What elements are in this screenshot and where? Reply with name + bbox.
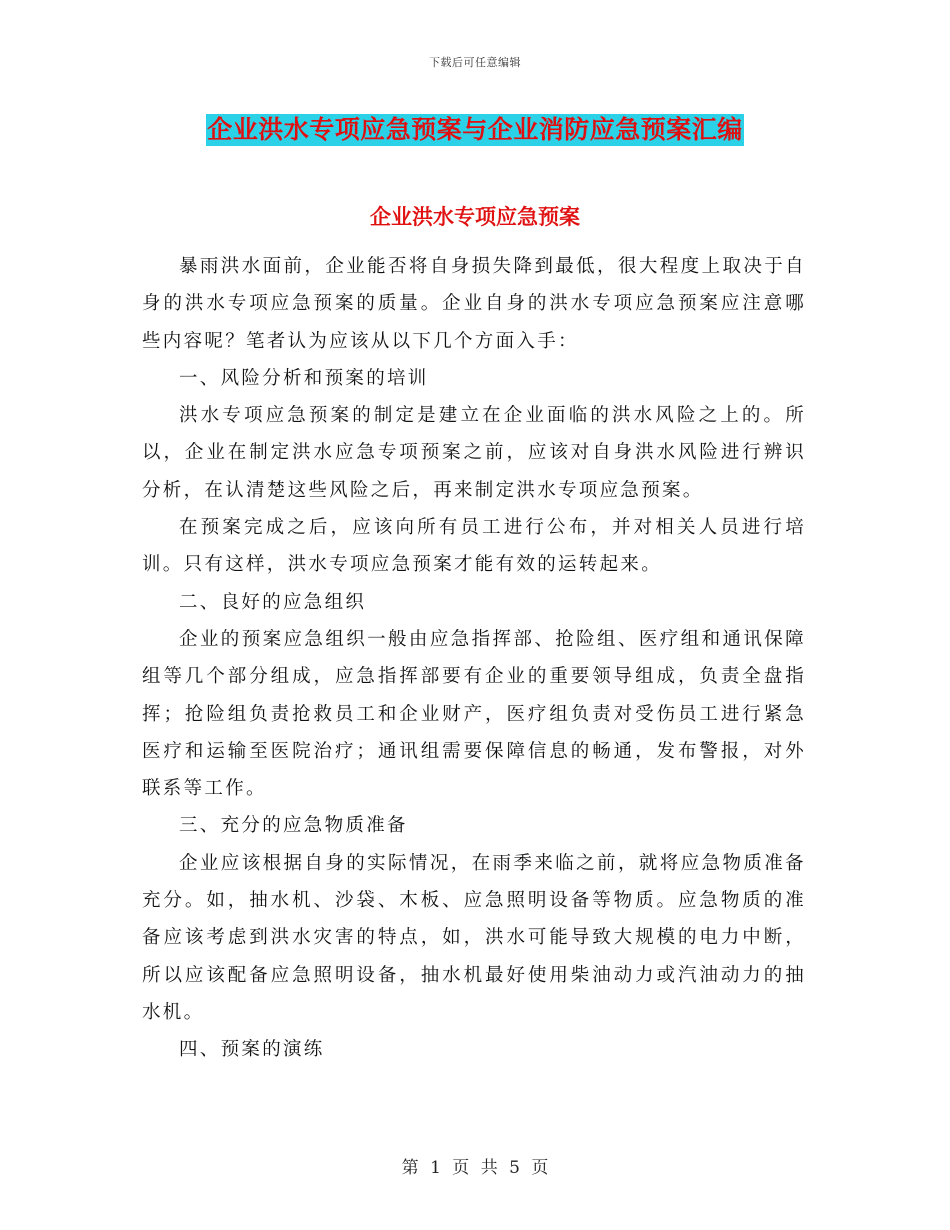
section-title: 企业洪水专项应急预案 [370, 204, 580, 229]
paragraph-organization: 企业的预案应急组织一般由应急指挥部、抢险组、医疗组和通讯保障组等几个部分组成，应急指挥部要有企业的重要领导组成，负责全盘指挥；抢险组负责抢救员工和企业财产，医疗组负责对受伤员工进行紧急医疗和运输至医院治疗；通讯组需要保障信息的畅通，发布警报，对外联系等工作。 [142, 628, 806, 800]
heading-supplies: 三、充分的应急物质准备 [179, 815, 408, 837]
page-number-footer: 第 1 页 共 5 页 [401, 1158, 549, 1178]
document-body [142, 248, 806, 1069]
paragraph-training: 在预案完成之后，应该向所有员工进行公布，并对相关人员进行培训。只有这样，洪水专项应急预案才能有效的运转起来。 [142, 517, 806, 576]
header-note: 下载后可任意编辑 [429, 56, 521, 69]
main-title: 企业洪水专项应急预案与企业消防应急预案汇编 [207, 115, 743, 144]
heading-risk-analysis: 一、风险分析和预案的培训 [179, 367, 429, 389]
heading-drill: 四、预案的演练 [179, 1039, 325, 1061]
paragraph-intro: 暴雨洪水面前，企业能否将自身损失降到最低，很大程度上取决于自身的洪水专项应急预案的质量。企业自身的洪水专项应急预案应注意哪些内容呢？笔者认为应该从以下几个方面入手： [142, 256, 806, 352]
heading-organization: 二、良好的应急组织 [179, 591, 367, 613]
paragraph-risk-analysis: 洪水专项应急预案的制定是建立在企业面临的洪水风险之上的。所以，企业在制定洪水应急专项预案之前，应该对自身洪水风险进行辨识分析，在认清楚这些风险之后，再来制定洪水专项应急预案。 [142, 405, 806, 501]
main-title-container [0, 114, 950, 146]
paragraph-supplies: 企业应该根据自身的实际情况，在雨季来临之前，就将应急物质准备充分。如，抽水机、沙袋、木板、应急照明设备等物质。应急物质的准备应该考虑到洪水灾害的特点，如，洪水可能导致大规模的电力中断，所以应该配备应急照明设备，抽水机最好使用柴油动力或汽油动力的抽水机。 [142, 852, 806, 1023]
